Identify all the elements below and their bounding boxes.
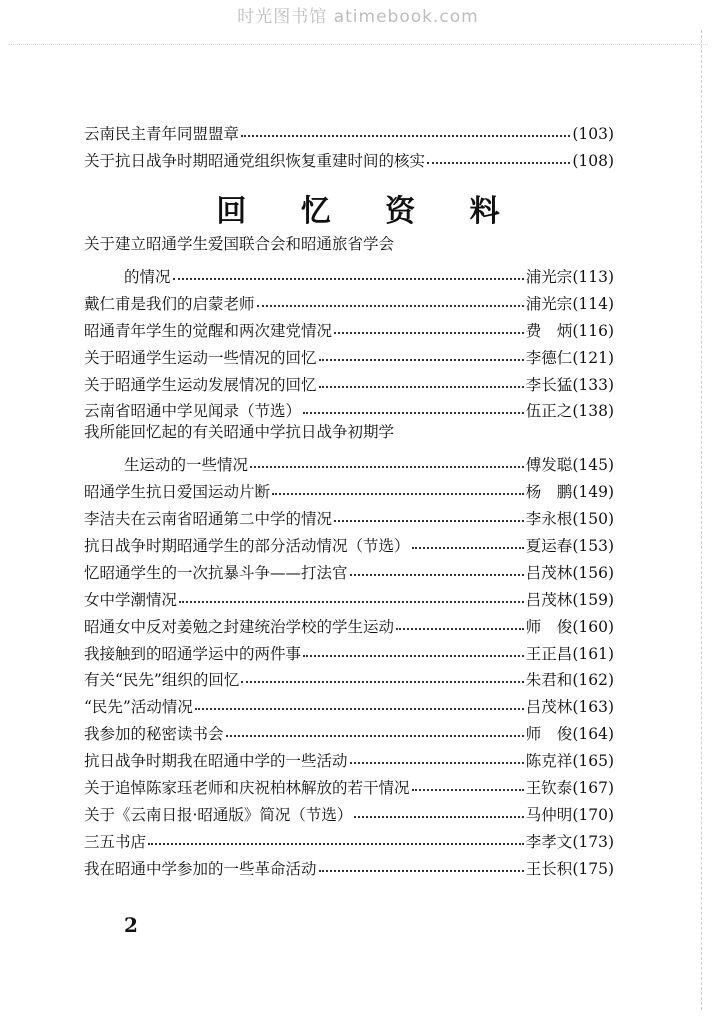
section-heading: 回 忆 资 料 — [216, 194, 522, 229]
toc-page: (162) — [572, 671, 614, 690]
toc-entry — [84, 853, 614, 879]
toc-entry — [84, 772, 614, 798]
toc-author: 李长猛 — [525, 375, 573, 394]
toc-author: 费 炳 — [525, 321, 573, 340]
toc-page: (161) — [572, 644, 614, 663]
toc-entry — [84, 315, 614, 341]
toc-leader — [148, 843, 524, 845]
toc-entry — [84, 530, 614, 556]
toc-leader — [319, 386, 524, 388]
toc-leader — [195, 708, 524, 710]
toc-title: 昭通女中反对姜勉之封建统治学校的学生运动 — [84, 617, 395, 636]
toc-page: (173) — [572, 832, 614, 851]
toc-leader — [334, 520, 524, 522]
toc-page: (156) — [572, 563, 614, 582]
toc-author: 陈克祥 — [525, 752, 573, 771]
toc-page: (167) — [572, 779, 614, 797]
toc-leader — [173, 278, 524, 280]
toc-entry — [84, 826, 614, 852]
toc-entry — [84, 395, 614, 421]
toc-leader — [257, 305, 524, 307]
toc-title: 抗日战争时期我在昭通中学的一些活动 — [84, 752, 348, 771]
toc-page: (159) — [572, 590, 614, 609]
page-number: 2 — [124, 913, 138, 937]
toc-author: 王长积 — [525, 859, 573, 878]
toc-author: 夏运春 — [525, 536, 573, 555]
toc-page: (170) — [572, 805, 614, 824]
toc-title: 关于建立昭通学生爱国联合会和昭通旅省学会 — [84, 235, 395, 253]
toc-leader — [354, 816, 523, 818]
toc-author: 朱君和 — [525, 671, 573, 690]
toc-title: 三五书店 — [84, 832, 147, 851]
toc-leader — [179, 601, 524, 603]
toc-entry — [84, 503, 614, 529]
toc-leader — [250, 466, 524, 468]
toc-title: 关于抗日战争时期昭通党组织恢复重建时间的核实 — [84, 152, 426, 170]
toc-author: 李德仁 — [525, 348, 573, 367]
toc-author: 马仲明 — [525, 805, 573, 824]
toc-page: (149) — [572, 483, 614, 502]
toc-entry — [84, 584, 614, 610]
watermark-text: 时光图书馆 atimebook.com — [237, 7, 479, 27]
toc-title: 忆昭通学生的一次抗暴斗争——打法官 — [84, 563, 348, 582]
toc-title: 云南民主青年同盟盟章 — [84, 125, 240, 143]
toc-leader — [350, 762, 524, 764]
toc-page: (175) — [572, 859, 614, 878]
toc-author: 师 俊 — [525, 617, 573, 636]
toc-leader — [319, 359, 524, 361]
toc-page: (153) — [572, 536, 614, 555]
toc-page: (165) — [572, 752, 614, 771]
toc-entry — [84, 145, 614, 171]
toc-page: (160) — [572, 617, 614, 636]
toc-entry — [84, 422, 614, 448]
toc-leader — [241, 681, 523, 683]
toc-leader — [241, 135, 570, 137]
toc-entry — [84, 638, 614, 664]
toc-title: 关于追悼陈家珏老师和庆祝柏林解放的若干情况 — [84, 779, 410, 797]
toc-author: 王钦泰 — [525, 779, 573, 797]
toc-author: 吕茂林 — [525, 698, 573, 717]
toc-page: (138) — [572, 402, 614, 421]
toc-page: (103) — [572, 125, 614, 143]
toc-author: 王正昌 — [525, 644, 573, 663]
toc-title: 关于《云南日报·昭通版》简况（节选） — [84, 805, 353, 824]
toc-author: 傅发聪 — [525, 456, 573, 475]
toc-title: 关于昭通学生运动一些情况的回忆 — [84, 348, 317, 367]
toc-author: 师 俊 — [525, 725, 573, 744]
toc-title: 的情况 — [124, 267, 171, 286]
toc-entry — [124, 449, 614, 475]
toc-leader — [272, 493, 524, 495]
toc-entry — [84, 476, 614, 502]
top-divider — [8, 44, 708, 45]
toc-title: 我所能回忆起的有关昭通中学抗日战争初期学 — [84, 423, 395, 442]
toc-page: (150) — [572, 510, 614, 528]
toc-page: (121) — [572, 348, 614, 367]
toc-entry — [84, 288, 614, 314]
toc-author: 杨 鹏 — [525, 483, 573, 502]
toc-title: 关于昭通学生运动发展情况的回忆 — [84, 375, 317, 394]
toc-entry — [84, 342, 614, 368]
toc-page: (113) — [572, 267, 614, 286]
toc-title: 我接触到的昭通学运中的两件事 — [84, 644, 302, 663]
toc-leader — [412, 789, 524, 791]
toc-title: 女中学潮情况 — [84, 590, 178, 609]
toc-leader — [303, 655, 524, 657]
toc-title: “民先”活动情况 — [84, 698, 193, 717]
toc-page: (145) — [572, 456, 614, 475]
toc-author: 浦光宗 — [525, 267, 573, 286]
toc-page: (133) — [572, 375, 614, 394]
toc-author: 李孝文 — [525, 832, 573, 851]
page-edge — [700, 30, 702, 1010]
toc-page: (164) — [572, 725, 614, 744]
toc-title: 戴仁甫是我们的启蒙老师 — [84, 294, 255, 313]
toc-title: 李洁夫在云南省昭通第二中学的情况 — [84, 510, 333, 528]
toc-title: 昭通青年学生的觉醒和两次建党情况 — [84, 321, 333, 340]
toc-entry — [84, 234, 614, 260]
toc-leader — [334, 332, 524, 334]
toc-title: 云南省昭通中学见闻录（节选） — [84, 402, 302, 421]
toc-entry — [84, 611, 614, 637]
toc-leader — [226, 735, 524, 737]
toc-leader — [396, 628, 524, 630]
toc-page: (163) — [572, 698, 614, 717]
toc-entry — [84, 718, 614, 744]
toc-author: 吕茂林 — [525, 563, 573, 582]
toc-leader — [319, 870, 524, 872]
toc-author: 李永根 — [525, 510, 573, 528]
toc-entry — [124, 261, 614, 287]
toc-author: 浦光宗 — [525, 294, 573, 313]
toc-leader — [350, 574, 524, 576]
toc-title: 昭通学生抗日爱国运动片断 — [84, 483, 271, 502]
toc-entry — [84, 664, 614, 690]
toc-author: 伍正之 — [525, 402, 573, 421]
toc-entry — [84, 799, 614, 825]
toc-title: 有关“民先”组织的回忆 — [84, 671, 240, 690]
toc-title: 我在昭通中学参加的一些革命活动 — [84, 859, 317, 878]
toc-title: 生运动的一些情况 — [124, 456, 249, 475]
toc-leader — [412, 547, 524, 549]
toc-entry — [84, 691, 614, 717]
toc-entry — [84, 118, 614, 144]
toc-leader — [303, 412, 524, 414]
toc-page: (114) — [572, 294, 614, 313]
toc-leader — [427, 162, 570, 164]
toc-page: (108) — [572, 152, 614, 170]
toc-page: (116) — [572, 321, 614, 340]
toc-title: 抗日战争时期昭通学生的部分活动情况（节选） — [84, 536, 410, 555]
toc-author: 吕茂林 — [525, 590, 573, 609]
toc-entry — [84, 557, 614, 583]
toc-entry — [84, 745, 614, 771]
toc-entry — [84, 369, 614, 395]
toc-title: 我参加的秘密读书会 — [84, 725, 224, 744]
